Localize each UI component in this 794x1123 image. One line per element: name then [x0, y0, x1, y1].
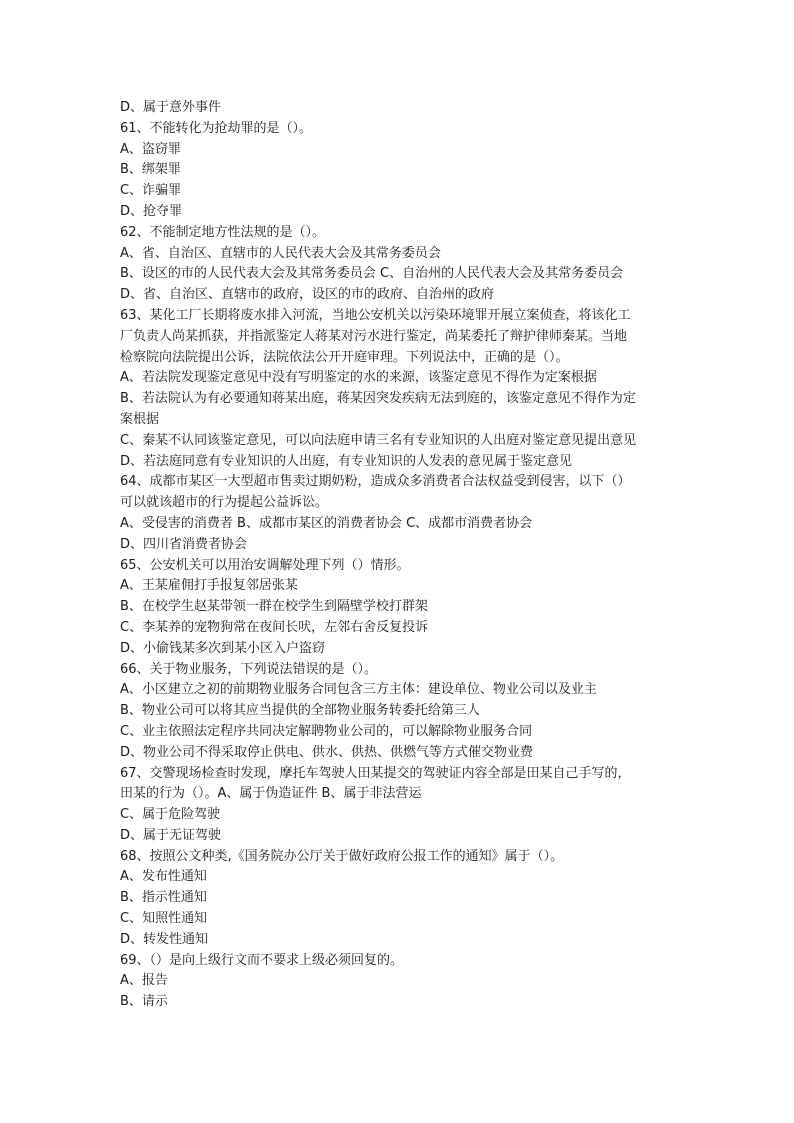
text-line: D、抢夺罪: [120, 203, 183, 219]
text-line: B、若法院认为有必要通知蒋某出庭，蒋某因突发疾病无法到庭的，该鉴定意见不得作为定: [120, 391, 636, 407]
text-line: D、若法庭同意有专业知识的人出庭，有专业知识的人发表的意见属于鉴定意见: [120, 453, 573, 469]
text-line: 田某的行为（）。A、属于伪造证件 B、属于非法营运: [120, 786, 422, 802]
text-line: 案根据: [120, 411, 160, 427]
text-line: C、诈骗罪: [120, 183, 182, 199]
text-line: 63、某化工厂长期将废水排入河流，当地公安机关以污染环境罪开展立案侦查，将该化工: [120, 307, 631, 323]
text-line: B、绑架罪: [120, 162, 181, 178]
text-line: A、小区建立之初的前期物业服务合同包含三方主体：建设单位、物业公司以及业主: [120, 682, 597, 698]
text-line: B、设区的市的人民代表大会及其常务委员会 C、自治州的人民代表大会及其常务委员会: [120, 266, 624, 282]
text-line: B、指示性通知: [120, 890, 207, 906]
text-line: A、受侵害的消费者 B、成都市某区的消费者协会 C、成都市消费者协会: [120, 515, 533, 531]
text-line: D、转发性通知: [120, 931, 209, 947]
text-line: D、物业公司不得采取停止供电、供水、供热、供燃气等方式催交物业费: [120, 744, 534, 760]
text-line: A、报告: [120, 973, 168, 989]
text-line: C、知照性通知: [120, 911, 208, 927]
text-line: D、省、自治区、直辖市的政府，设区的市的政府、自治州的政府: [120, 287, 495, 303]
text-line: C、秦某不认同该鉴定意见，可以向法庭申请三名有专业知识的人出庭对鉴定意见提出意见: [120, 432, 637, 448]
text-line: A、王某雇佣打手报复邻居张某: [120, 578, 298, 594]
text-line: A、若法院发现鉴定意见中没有写明鉴定的水的来源，该鉴定意见不得作为定案根据: [120, 370, 597, 386]
text-line: C、属于危险驾驶: [120, 807, 221, 823]
text-line: 62、不能制定地方性法规的是（）。: [120, 224, 326, 240]
text-line: 68、按照公文种类,《国务院办公厅关于做好政府公报工作的通知》属于（）。: [120, 848, 564, 864]
text-line: D、小偷钱某多次到某小区入户盗窃: [120, 640, 326, 656]
text-line: 可以就该超市的行为提起公益诉讼。: [120, 495, 329, 511]
text-line: 检察院向法院提出公诉，法院依法公开开庭审理。下列说法中，正确的是（）。: [120, 349, 569, 365]
text-line: 61、不能转化为抢劫罪的是（）。: [120, 120, 313, 136]
text-line: C、业主依照法定程序共同决定解聘物业公司的，可以解除物业服务合同: [120, 723, 533, 739]
text-line: B、在校学生赵某带领一群在校学生到隔壁学校打群架: [120, 599, 428, 615]
text-line: A、盗窃罪: [120, 141, 181, 157]
text-line: 厂负责人尚某抓获，并指派鉴定人蒋某对污水进行鉴定，尚某委托了辩护律师秦某。当地: [120, 328, 628, 344]
text-line: A、发布性通知: [120, 869, 207, 885]
text-line: D、属于无证驾驶: [120, 827, 222, 843]
text-line: B、物业公司可以将其应当提供的全部物业服务转委托给第三人: [120, 703, 480, 719]
text-line: D、四川省消费者协会: [120, 536, 248, 552]
text-line: D、属于意外事件: [120, 100, 222, 115]
text-line: A、省、自治区、直辖市的人民代表大会及其常务委员会: [120, 245, 441, 261]
text-line: 67、交警现场检查时发现，摩托车驾驶人田某提交的驾驶证内容全部是田某自己手写的，: [120, 765, 631, 781]
text-line: B、请示: [120, 994, 168, 1010]
text-line: 69、（）是向上级行文而不要求上级必须回复的。: [120, 952, 404, 968]
text-line: 66、关于物业服务，下列说法错误的是（）。: [120, 661, 378, 677]
document-page: [120, 98, 680, 1013]
text-line: 65、公安机关可以用治安调解处理下列（）情形。: [120, 557, 410, 573]
text-line: 64、成都市某区一大型超市售卖过期奶粉，造成众多消费者合法权益受到侵害，以下（）: [120, 474, 631, 490]
text-line: C、李某养的宠物狗常在夜间长吠，左邻右舍反复投诉: [120, 619, 429, 635]
